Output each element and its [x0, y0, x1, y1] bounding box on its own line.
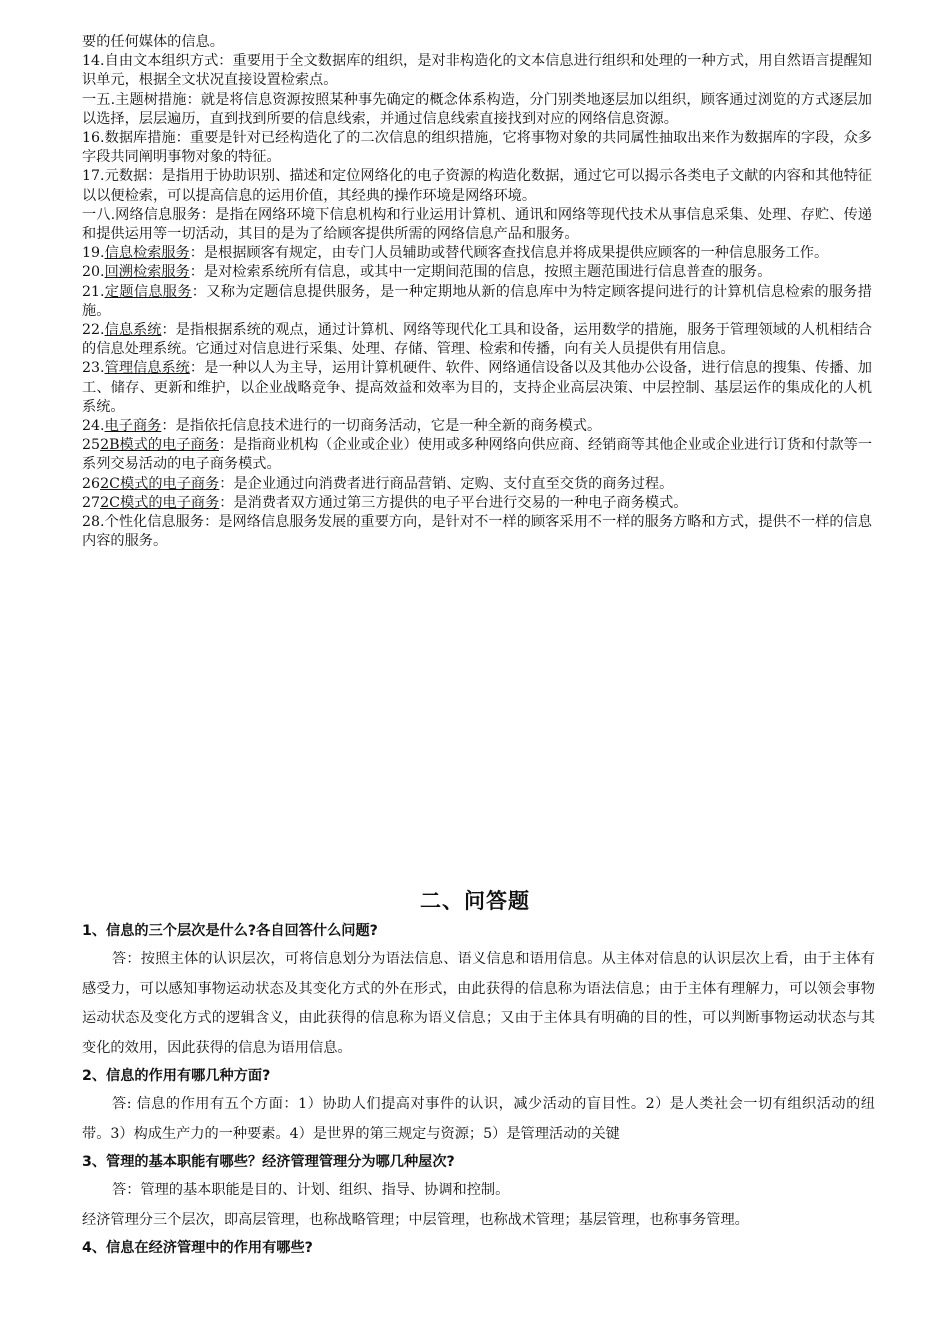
answer-1: 答：按照主体的认识层次，可将信息划分为语法信息、语义信息和语用信息。从主体对信息的认识层次上看，由于主体有感受力，可以感知事物运动状态及其变化方式的外在形式，由此获得的信息称为语法信息；由于主体有理解力，可以领会事物运动状态及变化方式的逻辑含义，由此获得的信息称为语义信息；又由于主体具有明确的目的性，可以判断事物运动状态与其变化的效用，因此获得的信息为语用信息。 — [82, 951, 875, 1056]
term-underlined: 2C模式的电子商务 — [100, 494, 220, 511]
definition-19: 19.信息检索服务：是根据顾客有规定，由专门人员辅助或替代顾客查找信息并将成果提供应顾客的一种信息服务工作。 — [82, 245, 829, 262]
definition-27: 272C模式的电子商务：是消费者双方通过第三方提供的电子平台进行交易的一种电子商务模式。 — [82, 494, 688, 511]
question-1: 1、信息的三个层次是什么?各自回答什么问题? — [82, 923, 378, 939]
term-underlined: 信息检索服务 — [104, 245, 190, 262]
definition-28: 28.个性化信息服务：是网络信息服务发展的重要方向，是针对不一样的顾客采用不一样的服务方略和方式，提供不一样的信息内容的服务。 — [82, 514, 872, 550]
question-4: 4、信息在经济管理中的作用有哪些? — [82, 1240, 313, 1256]
term-underlined: 信息系统 — [104, 322, 162, 339]
answer-3b: 经济管理分三个层次，即高层管理，也称战略管理；中层管理，也称战术管理；基层管理，也称事务管理。 — [82, 1211, 749, 1228]
answer-2: 答: 信息的作用有五个方面：1）协助人们提高对事件的认识，减少活动的盲目性。2）是人类社会一切有组织活动的纽带。3）构成生产力的一种要素。4）是世界的第三规定与资源；5）是管理活动的关键 — [82, 1096, 875, 1142]
definition-22: 22.信息系统：是指根据系统的观点，通过计算机、网络等现代化工具和设备，运用数学的措施，服务于管理领域的人机相结合的信息处理系统。它通过对信息进行采集、处理、存储、管理、检索和传播，向有关人员提供有用信息。 — [82, 322, 872, 358]
definitions-list — [82, 33, 872, 551]
question-2: 2、信息的作用有哪几种方面? — [82, 1068, 271, 1084]
definition-18: 一八.网络信息服务：是指在网络环境下信息机构和行业运用计算机、通讯和网络等现代技术从事信息采集、处理、存贮、传递和提供运用等一切活动，其目的是为了给顾客提供所需的网络信息产品和服务。 — [82, 206, 872, 243]
definition-15: 一五.主题树措施：就是将信息资源按照某种事先确定的概念体系构造，分门别类地逐层加以组织，顾客通过浏览的方式逐层加以选择，层层遍历，直到找到所要的信息线索，并通过信息线索直接找到对应的网络信息资源。 — [82, 91, 872, 127]
term-underlined: 电子商务 — [104, 418, 162, 435]
definition-23: 23.管理信息系统：是一种以人为主导，运用计算机硬件、软件、网络通信设备以及其他办公设备，进行信息的搜集、传播、加工、储存、更新和维护，以企业战略竞争、提高效益和效率为目的，支持企业高层决策、中层控制、基层运作的集成化的人机系统。 — [82, 360, 872, 415]
term-underlined: 管理信息系统 — [104, 360, 190, 377]
term-underlined: 定题信息服务 — [104, 283, 192, 300]
definition-21: 21.定题信息服务：又称为定题信息提供服务，是一种定期地从新的信息库中为特定顾客提问进行的计算机信息检索的服务措施。 — [82, 283, 872, 319]
answer-3a: 答：管理的基本职能是目的、计划、组织、指导、协调和控制。 — [112, 1182, 510, 1198]
definition-17: 17.元数据：是指用于协助识别、描述和定位网络化的电子资源的构造化数据，通过它可以揭示各类电子文献的内容和其他特征以以便检索，可以提高信息的运用价值，其经典的操作环境是网络环境。 — [82, 168, 872, 204]
definition-24: 24.电子商务：是指依托信息技术进行的一切商务活动，它是一种全新的商务模式。 — [82, 418, 602, 435]
definition-16: 16.数据库措施：重要是针对已经构造化了的二次信息的组织措施，它将事物对象的共同属性抽取出来作为数据库的字段，众多字段共同阐明事物对象的特征。 — [82, 130, 872, 166]
question-3: 3、管理的基本职能有哪些？经济管理管理分为哪几种屋次? — [82, 1154, 455, 1170]
definition-13-continued: 要的任何媒体的信息。 — [82, 34, 224, 50]
term-underlined: 2B模式的电子商务 — [100, 437, 219, 454]
section-title: 二、问答题 — [420, 889, 530, 913]
term-underlined: 2C模式的电子商务 — [100, 475, 220, 492]
term-underlined: 回溯检索服务 — [104, 264, 190, 281]
definition-20: 20.回溯检索服务：是对检索系统所有信息，或其中一定期间范围的信息，按照主题范围进行信息普查的服务。 — [82, 264, 772, 281]
definition-25: 252B模式的电子商务：是指商业机构（企业或企业）使用或多种网络向供应商、经销商等其他企业或企业进行订货和付款等一系列交易活动的电子商务模式。 — [82, 437, 873, 473]
definition-26: 262C模式的电子商务：是企业通过向消费者进行商品营销、定购、支付直至交货的商务过程。 — [82, 475, 674, 492]
definition-14: 14.自由文本组织方式：重要用于全文数据库的组织，是对非构造化的文本信息进行组织和处理的一种方式，用自然语言提醒知识单元，根据全文状况直接设置检索点。 — [82, 53, 872, 89]
qa-section — [82, 918, 875, 1262]
